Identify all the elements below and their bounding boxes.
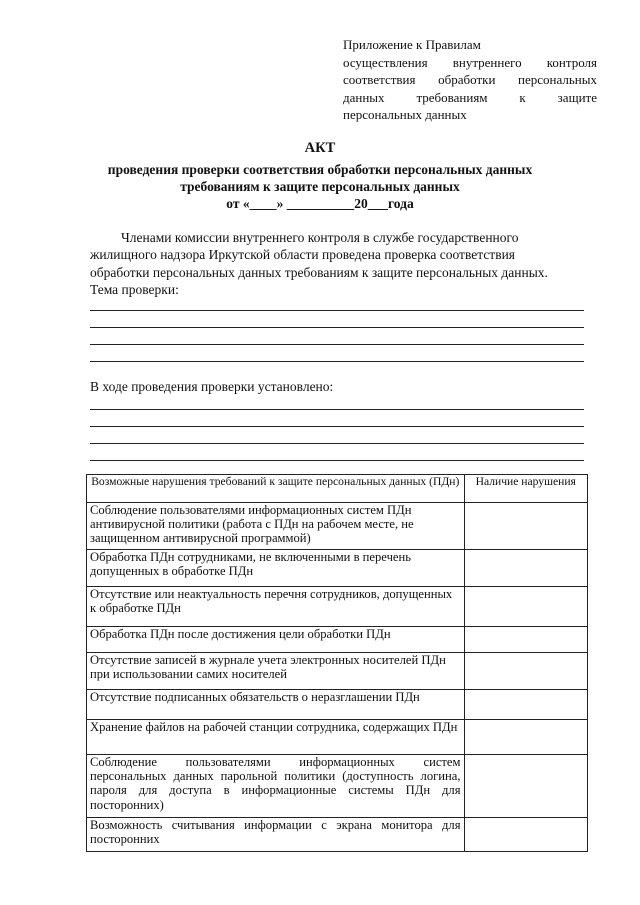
- title-date: от «____» __________20___года: [226, 196, 414, 211]
- topic-blank-line: [90, 327, 584, 328]
- table-row: [87, 587, 588, 627]
- presence-cell[interactable]: [464, 818, 588, 852]
- intro-line: обработки персональных данных требованиям к защите персональных данных.: [90, 264, 548, 280]
- presence-cell[interactable]: [464, 587, 588, 627]
- title-line: требованиям к защите персональных данных: [180, 179, 460, 194]
- table-row: [87, 550, 588, 587]
- table-row: [87, 690, 588, 720]
- header-violations: Возможные нарушения требований к защите персональных данных (ПДн): [87, 475, 465, 503]
- presence-cell[interactable]: [464, 720, 588, 755]
- table-row: [87, 503, 588, 550]
- table-header-row: [87, 475, 588, 503]
- findings-blank-line: [90, 460, 584, 461]
- title-line: проведения проверки соответствия обработки персональных данных: [107, 162, 533, 177]
- presence-cell[interactable]: [464, 755, 588, 818]
- violation-text: Обработка ПДн после достижения цели обработки ПДн: [87, 627, 465, 653]
- violation-text: Отсутствие подписанных обязательств о неразглашении ПДн: [87, 690, 465, 720]
- violation-text: Обработка ПДн сотрудниками, не включенными в перечень допущенных в обработке ПДн: [87, 550, 465, 587]
- violation-text: Отсутствие или неактуальность перечня сотрудников, допущенных к обработке ПДн: [87, 587, 465, 627]
- violation-text: Отсутствие записей в журнале учета электронных носителей ПДн при использовании самих носителей: [87, 653, 465, 690]
- topic-label: Тема проверки:: [90, 281, 179, 297]
- table-row: [87, 653, 588, 690]
- title-heading: АКТ: [304, 140, 336, 156]
- appendix-line: персональных данных: [343, 107, 467, 122]
- violation-text: Возможность считывания информации с экрана монитора для посторонних: [87, 818, 465, 852]
- topic-blank-line: [90, 361, 584, 362]
- presence-cell[interactable]: [464, 503, 588, 550]
- table-row: [87, 755, 588, 818]
- appendix-line: соответствия обработки персональных: [343, 72, 597, 87]
- presence-cell[interactable]: [464, 653, 588, 690]
- presence-cell[interactable]: [464, 690, 588, 720]
- violation-text: Соблюдение пользователями информационных систем ПДн антивирусной политики (работа с ПДн на рабочем месте, не защищенном антивирусной программой): [87, 503, 465, 550]
- appendix-line: данных требованиям к защите: [343, 89, 597, 105]
- findings-label: В ходе проведения проверки установлено:: [90, 379, 334, 394]
- appendix-line: Приложение к Правилам: [343, 37, 481, 52]
- violations-table: [86, 474, 588, 852]
- table-row: [87, 818, 588, 852]
- table-row: [87, 720, 588, 755]
- presence-cell[interactable]: [464, 627, 588, 653]
- violation-text: Хранение файлов на рабочей станции сотрудника, содержащих ПДн: [87, 720, 465, 755]
- intro-line: жилищного надзора Иркутской области проведена проверка соответствия: [90, 247, 516, 263]
- topic-blank-line: [90, 344, 584, 345]
- intro-paragraph: [90, 229, 585, 298]
- table-row: [87, 627, 588, 653]
- intro-line: Членами комиссии внутреннего контроля в службе государственного: [121, 230, 519, 245]
- document-title: [0, 140, 640, 212]
- findings-blank-line: [90, 409, 584, 410]
- header-presence: Наличие нарушения: [464, 475, 588, 503]
- findings-blank-line: [90, 443, 584, 444]
- presence-cell[interactable]: [464, 550, 588, 587]
- findings-blank-line: [90, 426, 584, 427]
- topic-blank-line: [90, 310, 584, 311]
- appendix-note: [343, 36, 597, 124]
- appendix-line: осуществления внутреннего контроля: [343, 54, 597, 70]
- violation-text: Соблюдение пользователями информационных систем персональных данных парольной политики (доступность логина, пароля для доступа в информационные системы ПДн для посторонних): [87, 755, 465, 818]
